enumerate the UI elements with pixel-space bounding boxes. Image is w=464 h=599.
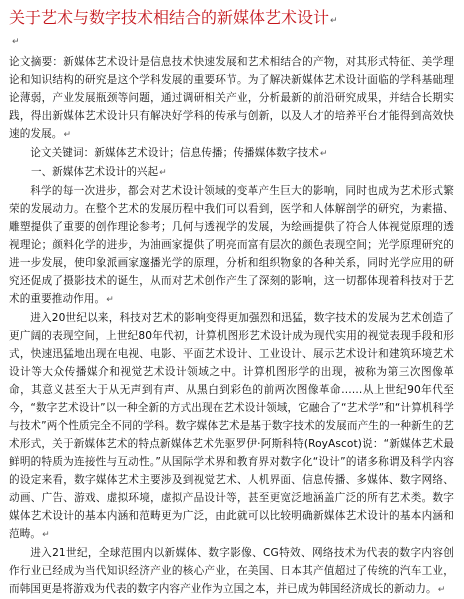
paragraph-mark-icon: ↵ xyxy=(437,585,446,595)
keywords-paragraph xyxy=(9,144,454,163)
body-paragraph-2 xyxy=(9,309,454,544)
paragraph-mark-icon: ↵ xyxy=(159,168,167,178)
paragraph-mark-icon: ↵ xyxy=(42,530,50,540)
paragraph-mark-icon: ↵ xyxy=(63,130,72,140)
section-heading xyxy=(9,163,454,182)
body-paragraph-1 xyxy=(9,182,454,309)
paragraph-mark-icon: ↵ xyxy=(106,295,114,305)
blank-line xyxy=(9,31,454,53)
paragraph-mark-icon: ↵ xyxy=(319,149,328,159)
keywords-text: 论文关键词：新媒体艺术设计；信息传播；传播媒体数字技术 xyxy=(30,147,319,159)
paragraph-mark-icon: ↵ xyxy=(330,16,338,26)
body-paragraph-2-text: 进入20世纪以来，科技对艺术的影响变得更加强烈和迅猛，数字技术的发展为艺术创造了更广阔的表现空间，上世纪80年代初，计算机图形艺术设计成为现代实用的视觉表现手段和形式，快速迅猛地出现在电视、电影、平面艺术设计、工业设计、展示艺术设计和建筑环境艺术设计等大众传播媒介和视觉艺术设计领域之中。计算机图形学的出现，被称为第三次图像革命，其意义甚至大于从无声到有声、从黑白到彩色的前两次图像革命……从上世纪90年代至今，“数字艺术设计”以一种全新的方式出现在艺术设计领域，它融合了“艺术学”和“计算机科学与技术”两个性质完全不同的学科。数字媒体艺术是基于数字技术的发展而产生的一种新生的艺术形式，关于新媒体艺术的特点新媒体艺术先驱罗伊·阿斯科特(RoyAscot)说：“新媒体艺术最鲜明的特质为连接性与互动性。”从国际学术界和教育界对数字化“设计”的诸多称谓及科学内容的设定来看，数字媒体艺术主要涉及到视觉艺术、人机界面、信息传播、多媒体、数字网络、动画、广告、游戏、虚拟环境，虚拟产品设计等，甚至更宽泛地涵盖广泛的所有艺术类。数字媒体艺术设计的基本内涵和范畴更为广泛，由此就可以比较明确新媒体艺术设计的基本内涵和范畴。 xyxy=(9,312,454,540)
body-paragraph-1-text: 科学的每一次进步，都会对艺术设计领域的变革产生巨大的影响，同时也成为艺术形式繁荣的发展动力。在整个艺术的发展历程中我们可以看到，医学和人体解剖学的研究，为素描、雕塑提供了重要的创作理论参考；几何与透视学的发展，为绘画提供了符合人体视觉原理的透视理论；颜料化学的进步，为油画家提供了明亮而富有层次的颜色表现空间；光学原理研究的进一步发展，使印象派画家邃播光学的原理，分析和组织物象的各种关系，同时光学应用的研究还促成了摄影技术的诞生，从而对艺术创作产生了深刻的影响，这一切都体现着科技对于艺术的重要推动作用。 xyxy=(9,185,454,305)
body-paragraph-3 xyxy=(9,544,454,599)
abstract-text: 论文摘要：新媒体艺术设计是信息技术快速发展和艺术相结合的产物，对其形式特征、美学理论和知识结构的研究是这个学科发展的重要环节。为了解决新媒体艺术设计面临的学科基础理论薄弱，产业发展瓶颈等问题，通过调研相关产业，分析最新的前沿研究成果，并结合长期实践，得出新媒体艺术设计只有解决好学科的传承与创新，以及人才的培养平台才能得到高效快速的发展。 xyxy=(9,56,454,140)
body-paragraph-3-text: 进入21世纪，全球范围内以新媒体、数字影像、CG特效、网络技术为代表的数字内容创作行业已经成为当代知识经济产业的核心产业，在美国、日本其产值超过了传统的汽车工业，而韩国更是将游戏为代表的数字内容产业作为立国之本，并已成为韩国经济成长的新动力。 xyxy=(9,547,454,595)
document-title-text: 关于艺术与数字技术相结合的新媒体艺术设计 xyxy=(9,8,330,27)
paragraph-mark-icon: ↵ xyxy=(12,37,20,47)
section-heading-text: 一、新媒体艺术设计的兴起 xyxy=(31,166,159,178)
document-title xyxy=(9,8,454,31)
abstract-paragraph xyxy=(9,53,454,144)
